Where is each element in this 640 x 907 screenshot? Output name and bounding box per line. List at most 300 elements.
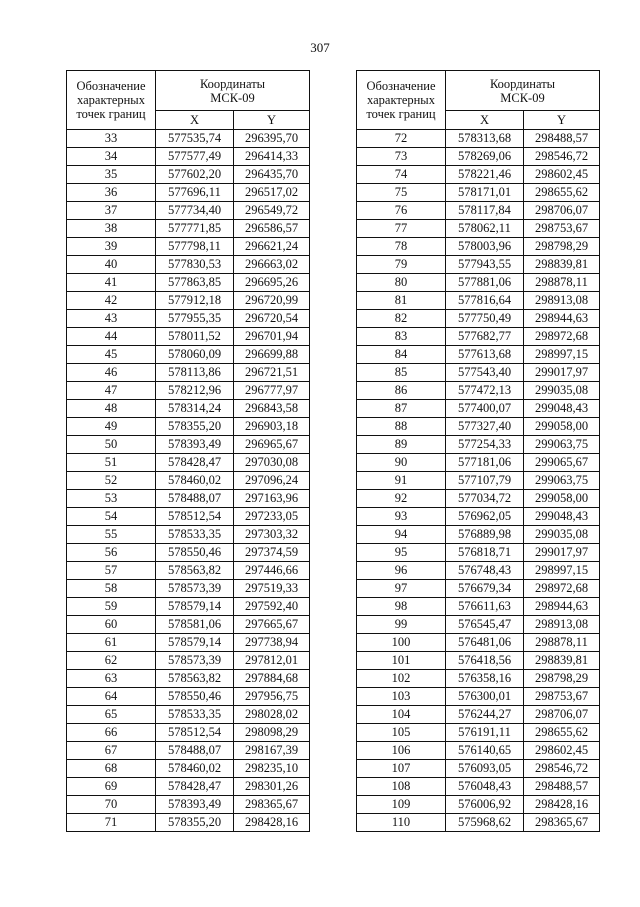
y-coordinate-cell: 298488,57: [524, 778, 600, 796]
point-number-cell: 91: [357, 472, 446, 490]
table-row: [67, 508, 310, 526]
y-coordinate-cell: 298546,72: [524, 148, 600, 166]
point-number-cell: 89: [357, 436, 446, 454]
table-row: [357, 670, 600, 688]
x-coordinate-cell: 576048,43: [446, 778, 524, 796]
point-label-line2: характерных: [77, 93, 145, 107]
table-row: [357, 598, 600, 616]
point-number-cell: 49: [67, 418, 156, 436]
table-row: [357, 508, 600, 526]
x-coordinate-cell: 577734,40: [156, 202, 234, 220]
table-row: [67, 346, 310, 364]
x-coordinate-cell: 578221,46: [446, 166, 524, 184]
coordinates-header: [446, 71, 600, 111]
coords-label-line2: МСК-09: [500, 90, 545, 105]
y-coordinate-cell: 298997,15: [524, 346, 600, 364]
y-coordinate-cell: 298997,15: [524, 562, 600, 580]
x-coordinate-cell: 578355,20: [156, 418, 234, 436]
point-number-cell: 48: [67, 400, 156, 418]
point-number-cell: 65: [67, 706, 156, 724]
x-coordinate-cell: 578355,20: [156, 814, 234, 832]
table-row: [357, 400, 600, 418]
x-coordinate-cell: 577577,49: [156, 148, 234, 166]
x-column-header: X: [156, 111, 234, 130]
coords-label-line1: Координаты: [199, 76, 266, 91]
point-number-cell: 94: [357, 526, 446, 544]
table-row: [357, 688, 600, 706]
table-row: [67, 328, 310, 346]
y-coordinate-cell: 298301,26: [234, 778, 310, 796]
point-number-cell: 54: [67, 508, 156, 526]
x-coordinate-cell: 576006,92: [446, 796, 524, 814]
x-coordinate-cell: 578062,11: [446, 220, 524, 238]
x-coordinate-cell: 578428,47: [156, 778, 234, 796]
point-label-line1: Обозначение: [76, 79, 146, 93]
table-row: [67, 670, 310, 688]
y-coordinate-cell: 297665,67: [234, 616, 310, 634]
point-number-cell: 83: [357, 328, 446, 346]
y-coordinate-cell: 298098,29: [234, 724, 310, 742]
y-coordinate-cell: 297592,40: [234, 598, 310, 616]
x-coordinate-cell: 577034,72: [446, 490, 524, 508]
x-coordinate-cell: 578393,49: [156, 436, 234, 454]
x-coordinate-cell: 577943,55: [446, 256, 524, 274]
x-coordinate-cell: 578460,02: [156, 472, 234, 490]
y-coordinate-cell: 296699,88: [234, 346, 310, 364]
x-coordinate-cell: 577535,74: [156, 130, 234, 148]
x-coordinate-cell: 578533,35: [156, 526, 234, 544]
table-row: [357, 184, 600, 202]
point-number-cell: 71: [67, 814, 156, 832]
y-coordinate-cell: 298972,68: [524, 328, 600, 346]
point-number-cell: 51: [67, 454, 156, 472]
y-coordinate-cell: 298913,08: [524, 292, 600, 310]
x-coordinate-cell: 576358,16: [446, 670, 524, 688]
y-coordinate-cell: 298488,57: [524, 130, 600, 148]
x-coordinate-cell: 577881,06: [446, 274, 524, 292]
point-number-cell: 68: [67, 760, 156, 778]
y-coordinate-cell: 299035,08: [524, 382, 600, 400]
x-coordinate-cell: 575968,62: [446, 814, 524, 832]
table-row: [357, 328, 600, 346]
y-coordinate-cell: 298753,67: [524, 220, 600, 238]
point-label-line3: точек границ: [76, 107, 146, 121]
point-number-cell: 69: [67, 778, 156, 796]
point-number-cell: 58: [67, 580, 156, 598]
point-number-cell: 74: [357, 166, 446, 184]
y-coordinate-cell: 298878,11: [524, 634, 600, 652]
point-number-cell: 104: [357, 706, 446, 724]
point-number-cell: 106: [357, 742, 446, 760]
x-coordinate-cell: 578550,46: [156, 544, 234, 562]
point-number-cell: 56: [67, 544, 156, 562]
x-coordinate-cell: 578550,46: [156, 688, 234, 706]
y-coordinate-cell: 296720,99: [234, 292, 310, 310]
table-row: [357, 490, 600, 508]
point-number-cell: 98: [357, 598, 446, 616]
x-coordinate-cell: 577613,68: [446, 346, 524, 364]
table-row: [357, 310, 600, 328]
point-number-cell: 67: [67, 742, 156, 760]
point-designation-header: [67, 71, 156, 130]
x-coordinate-cell: 578512,54: [156, 508, 234, 526]
y-coordinate-cell: 297374,59: [234, 544, 310, 562]
x-coordinate-cell: 578060,09: [156, 346, 234, 364]
point-label-line2: характерных: [367, 93, 435, 107]
x-column-header: X: [446, 111, 524, 130]
table-row: [357, 580, 600, 598]
x-coordinate-cell: 578563,82: [156, 670, 234, 688]
table-row: [67, 814, 310, 832]
x-coordinate-cell: 576611,63: [446, 598, 524, 616]
table-row: [67, 382, 310, 400]
point-number-cell: 62: [67, 652, 156, 670]
x-coordinate-cell: 577816,64: [446, 292, 524, 310]
y-coordinate-cell: 296720,54: [234, 310, 310, 328]
y-coordinate-cell: 296965,67: [234, 436, 310, 454]
table-row: [67, 148, 310, 166]
x-coordinate-cell: 578573,39: [156, 580, 234, 598]
x-coordinate-cell: 577696,11: [156, 184, 234, 202]
table-row: [67, 400, 310, 418]
table-row: [67, 526, 310, 544]
point-number-cell: 59: [67, 598, 156, 616]
y-coordinate-cell: 296414,33: [234, 148, 310, 166]
y-coordinate-cell: 298839,81: [524, 256, 600, 274]
table-row: [67, 202, 310, 220]
y-coordinate-cell: 298365,67: [234, 796, 310, 814]
point-number-cell: 92: [357, 490, 446, 508]
y-coordinate-cell: 298235,10: [234, 760, 310, 778]
point-number-cell: 103: [357, 688, 446, 706]
coords-label-line1: Координаты: [489, 76, 556, 91]
table-row: [357, 724, 600, 742]
x-coordinate-cell: 578314,24: [156, 400, 234, 418]
table-row: [357, 652, 600, 670]
point-designation-header: [357, 71, 446, 130]
x-coordinate-cell: 577771,85: [156, 220, 234, 238]
x-coordinate-cell: 578269,06: [446, 148, 524, 166]
point-label-line1: Обозначение: [366, 79, 436, 93]
y-coordinate-cell: 298913,08: [524, 616, 600, 634]
point-number-cell: 110: [357, 814, 446, 832]
point-number-cell: 101: [357, 652, 446, 670]
x-coordinate-cell: 577181,06: [446, 454, 524, 472]
point-number-cell: 90: [357, 454, 446, 472]
table-row: [67, 742, 310, 760]
y-coordinate-cell: 298365,67: [524, 814, 600, 832]
page-number: 307: [310, 40, 330, 55]
x-coordinate-cell: 577543,40: [446, 364, 524, 382]
point-number-cell: 60: [67, 616, 156, 634]
x-coordinate-cell: 576140,65: [446, 742, 524, 760]
point-number-cell: 76: [357, 202, 446, 220]
x-coordinate-cell: 578113,86: [156, 364, 234, 382]
table-row: [357, 472, 600, 490]
point-number-cell: 77: [357, 220, 446, 238]
y-coordinate-cell: 299058,00: [524, 490, 600, 508]
table-row: [357, 436, 600, 454]
table-body-left: [67, 130, 310, 832]
point-number-cell: 33: [67, 130, 156, 148]
table-row: [67, 724, 310, 742]
x-coordinate-cell: 578428,47: [156, 454, 234, 472]
point-number-cell: 36: [67, 184, 156, 202]
table-row: [357, 706, 600, 724]
point-number-cell: 64: [67, 688, 156, 706]
point-number-cell: 75: [357, 184, 446, 202]
table-row: [357, 616, 600, 634]
x-coordinate-cell: 578563,82: [156, 562, 234, 580]
table-row: [357, 256, 600, 274]
point-number-cell: 43: [67, 310, 156, 328]
x-coordinate-cell: 578393,49: [156, 796, 234, 814]
table-row: [67, 598, 310, 616]
table-row: [357, 418, 600, 436]
table-row: [67, 436, 310, 454]
point-number-cell: 99: [357, 616, 446, 634]
x-coordinate-cell: 577254,33: [446, 436, 524, 454]
y-coordinate-cell: 297163,96: [234, 490, 310, 508]
point-number-cell: 53: [67, 490, 156, 508]
y-coordinate-cell: 296395,70: [234, 130, 310, 148]
y-coordinate-cell: 296435,70: [234, 166, 310, 184]
y-coordinate-cell: 299048,43: [524, 400, 600, 418]
coordinates-header: [156, 71, 310, 111]
table-row: [357, 238, 600, 256]
point-number-cell: 61: [67, 634, 156, 652]
point-number-cell: 34: [67, 148, 156, 166]
y-coordinate-cell: 298753,67: [524, 688, 600, 706]
coordinates-table-right: [356, 70, 600, 832]
y-coordinate-cell: 297030,08: [234, 454, 310, 472]
point-number-cell: 45: [67, 346, 156, 364]
point-number-cell: 97: [357, 580, 446, 598]
y-coordinate-cell: 298655,62: [524, 724, 600, 742]
table-row: [357, 562, 600, 580]
x-coordinate-cell: 577602,20: [156, 166, 234, 184]
point-number-cell: 96: [357, 562, 446, 580]
point-number-cell: 37: [67, 202, 156, 220]
x-coordinate-cell: 578579,14: [156, 598, 234, 616]
x-coordinate-cell: 578313,68: [446, 130, 524, 148]
y-coordinate-cell: 298546,72: [524, 760, 600, 778]
y-coordinate-cell: 296701,94: [234, 328, 310, 346]
x-coordinate-cell: 577750,49: [446, 310, 524, 328]
table-row: [67, 796, 310, 814]
y-coordinate-cell: 296721,51: [234, 364, 310, 382]
y-coordinate-cell: 298028,02: [234, 706, 310, 724]
y-coordinate-cell: 299017,97: [524, 544, 600, 562]
x-coordinate-cell: 578533,35: [156, 706, 234, 724]
table-row: [357, 760, 600, 778]
x-coordinate-cell: 576748,43: [446, 562, 524, 580]
x-coordinate-cell: 577327,40: [446, 418, 524, 436]
table-row: [67, 472, 310, 490]
point-number-cell: 105: [357, 724, 446, 742]
point-number-cell: 109: [357, 796, 446, 814]
y-coordinate-cell: 297233,05: [234, 508, 310, 526]
x-coordinate-cell: 576818,71: [446, 544, 524, 562]
table-row: [67, 760, 310, 778]
table-row: [357, 202, 600, 220]
point-number-cell: 50: [67, 436, 156, 454]
table-row: [357, 292, 600, 310]
table-row: [67, 778, 310, 796]
point-number-cell: 35: [67, 166, 156, 184]
x-coordinate-cell: 578488,07: [156, 490, 234, 508]
y-coordinate-cell: 298839,81: [524, 652, 600, 670]
point-number-cell: 93: [357, 508, 446, 526]
table-row: [357, 526, 600, 544]
y-coordinate-cell: 298602,45: [524, 166, 600, 184]
table-row: [67, 184, 310, 202]
table-row: [357, 274, 600, 292]
table-row: [67, 220, 310, 238]
y-coordinate-cell: 298798,29: [524, 670, 600, 688]
x-coordinate-cell: 576244,27: [446, 706, 524, 724]
x-coordinate-cell: 578579,14: [156, 634, 234, 652]
table-row: [357, 382, 600, 400]
point-number-cell: 81: [357, 292, 446, 310]
y-coordinate-cell: 298706,07: [524, 202, 600, 220]
y-coordinate-cell: 298655,62: [524, 184, 600, 202]
point-number-cell: 42: [67, 292, 156, 310]
point-number-cell: 72: [357, 130, 446, 148]
x-coordinate-cell: 577107,79: [446, 472, 524, 490]
table-row: [67, 310, 310, 328]
point-number-cell: 44: [67, 328, 156, 346]
x-coordinate-cell: 577830,53: [156, 256, 234, 274]
y-coordinate-cell: 299035,08: [524, 526, 600, 544]
table-row: [357, 544, 600, 562]
point-number-cell: 63: [67, 670, 156, 688]
point-number-cell: 108: [357, 778, 446, 796]
point-number-cell: 84: [357, 346, 446, 364]
x-coordinate-cell: 576889,98: [446, 526, 524, 544]
y-coordinate-cell: 298944,63: [524, 598, 600, 616]
table-row: [67, 616, 310, 634]
x-coordinate-cell: 576191,11: [446, 724, 524, 742]
y-coordinate-cell: 298944,63: [524, 310, 600, 328]
y-column-header: Y: [524, 111, 600, 130]
table-row: [357, 364, 600, 382]
table-row: [357, 634, 600, 652]
y-coordinate-cell: 298878,11: [524, 274, 600, 292]
x-coordinate-cell: 578117,84: [446, 202, 524, 220]
point-number-cell: 70: [67, 796, 156, 814]
y-coordinate-cell: 296695,26: [234, 274, 310, 292]
x-coordinate-cell: 577472,13: [446, 382, 524, 400]
point-number-cell: 73: [357, 148, 446, 166]
x-coordinate-cell: 578573,39: [156, 652, 234, 670]
point-number-cell: 55: [67, 526, 156, 544]
table-row: [357, 346, 600, 364]
table-row: [357, 148, 600, 166]
x-coordinate-cell: 576481,06: [446, 634, 524, 652]
y-coordinate-cell: 297303,32: [234, 526, 310, 544]
y-coordinate-cell: 299063,75: [524, 436, 600, 454]
table-row: [67, 238, 310, 256]
table-row: [357, 454, 600, 472]
point-number-cell: 86: [357, 382, 446, 400]
point-number-cell: 79: [357, 256, 446, 274]
point-number-cell: 80: [357, 274, 446, 292]
y-coordinate-cell: 297884,68: [234, 670, 310, 688]
y-coordinate-cell: 296903,18: [234, 418, 310, 436]
table-row: [67, 274, 310, 292]
point-number-cell: 87: [357, 400, 446, 418]
x-coordinate-cell: 577955,35: [156, 310, 234, 328]
table-row: [67, 544, 310, 562]
point-label-line3: точек границ: [366, 107, 436, 121]
table-row: [67, 364, 310, 382]
point-number-cell: 66: [67, 724, 156, 742]
y-coordinate-cell: 296621,24: [234, 238, 310, 256]
x-coordinate-cell: 577863,85: [156, 274, 234, 292]
y-coordinate-cell: 299065,67: [524, 454, 600, 472]
x-coordinate-cell: 578512,54: [156, 724, 234, 742]
table-row: [357, 130, 600, 148]
table-row: [67, 418, 310, 436]
point-number-cell: 102: [357, 670, 446, 688]
point-number-cell: 85: [357, 364, 446, 382]
table-row: [67, 688, 310, 706]
y-coordinate-cell: 299048,43: [524, 508, 600, 526]
table-body-right: [357, 130, 600, 832]
y-coordinate-cell: 296549,72: [234, 202, 310, 220]
table-row: [67, 130, 310, 148]
y-coordinate-cell: 298706,07: [524, 706, 600, 724]
x-coordinate-cell: 578011,52: [156, 328, 234, 346]
x-coordinate-cell: 577798,11: [156, 238, 234, 256]
x-coordinate-cell: 578460,02: [156, 760, 234, 778]
table-row: [357, 166, 600, 184]
point-number-cell: 82: [357, 310, 446, 328]
y-coordinate-cell: 298602,45: [524, 742, 600, 760]
x-coordinate-cell: 576962,05: [446, 508, 524, 526]
y-coordinate-cell: 298428,16: [234, 814, 310, 832]
point-number-cell: 52: [67, 472, 156, 490]
y-coordinate-cell: 296777,97: [234, 382, 310, 400]
table-row: [67, 706, 310, 724]
table-row: [67, 166, 310, 184]
x-coordinate-cell: 577400,07: [446, 400, 524, 418]
x-coordinate-cell: 577912,18: [156, 292, 234, 310]
point-number-cell: 95: [357, 544, 446, 562]
table-row: [67, 454, 310, 472]
x-coordinate-cell: 578171,01: [446, 184, 524, 202]
table-row: [67, 292, 310, 310]
table-row: [357, 742, 600, 760]
y-coordinate-cell: 298972,68: [524, 580, 600, 598]
y-coordinate-cell: 297738,94: [234, 634, 310, 652]
y-column-header: Y: [234, 111, 310, 130]
x-coordinate-cell: 578212,96: [156, 382, 234, 400]
y-coordinate-cell: 299063,75: [524, 472, 600, 490]
point-number-cell: 41: [67, 274, 156, 292]
y-coordinate-cell: 298167,39: [234, 742, 310, 760]
y-coordinate-cell: 296586,57: [234, 220, 310, 238]
point-number-cell: 46: [67, 364, 156, 382]
point-number-cell: 47: [67, 382, 156, 400]
table-row: [67, 490, 310, 508]
point-number-cell: 38: [67, 220, 156, 238]
x-coordinate-cell: 576093,05: [446, 760, 524, 778]
table-row: [67, 580, 310, 598]
x-coordinate-cell: 576418,56: [446, 652, 524, 670]
table-row: [357, 814, 600, 832]
